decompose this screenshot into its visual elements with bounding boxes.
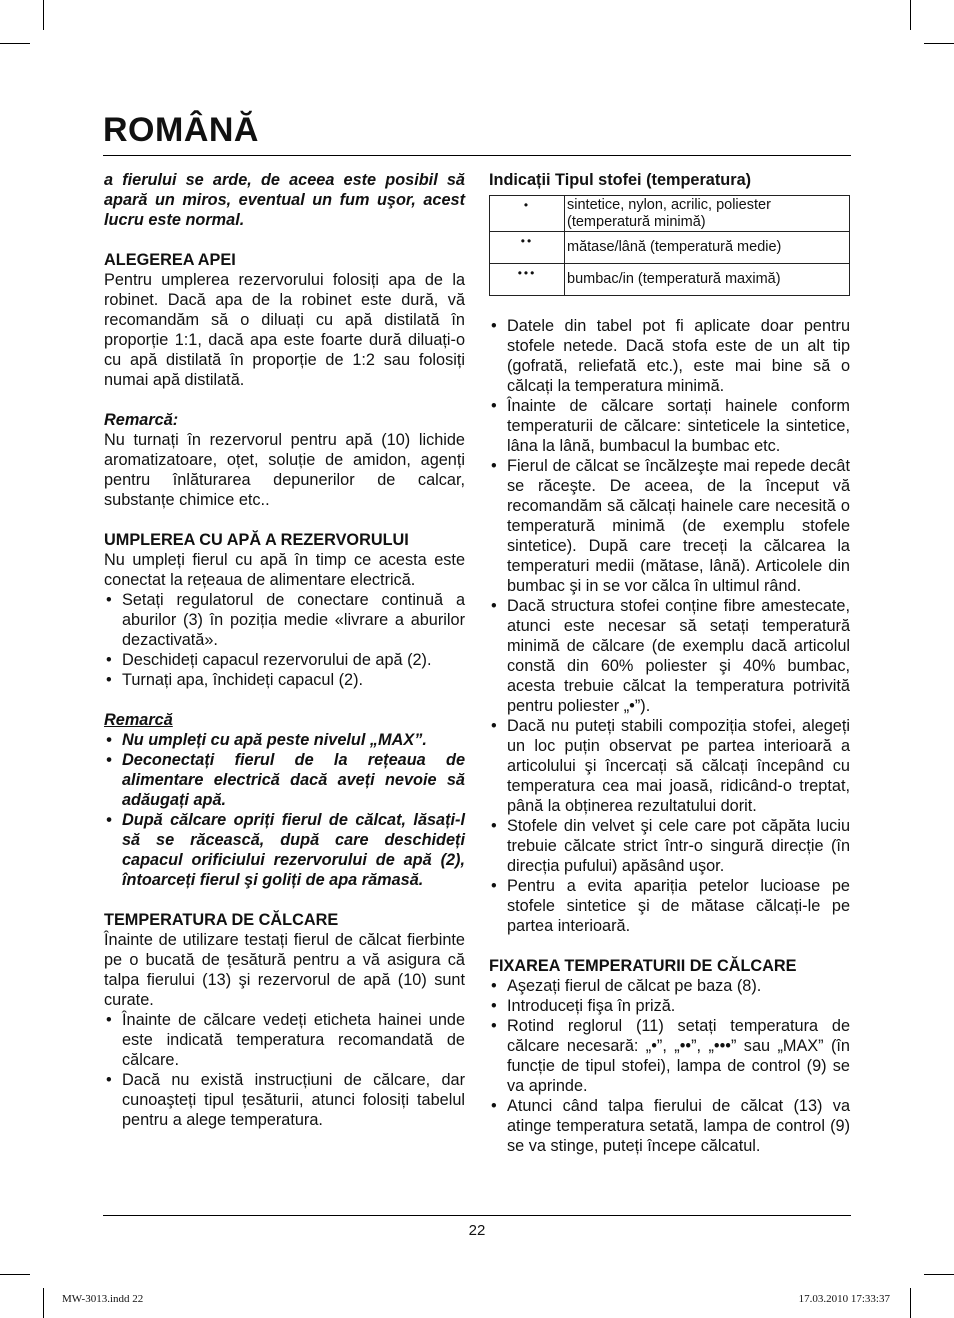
- notes-list: [489, 316, 850, 936]
- remark-list: [104, 730, 465, 890]
- list-item: • Stofele din velvet şi cele care pot căpăta luciu trebuie călcate strict într-o singură direcție (în direcția pufului) apăsând uşor.: [489, 816, 850, 876]
- table-row: [490, 232, 850, 264]
- water-choice-text: Pentru umplerea rezervorului folosiți apa de la robinet. Dacă apa de la robinet este dură, vă recomandăm să o diluați cu apă distilată în proporție 1:1, dacă apa este foarte dură diluați-o cu apă distilată în proporție de 1:2 sau folosiți numai apă distilată.: [104, 271, 465, 389]
- list-item: • Dacă nu există instrucțiuni de călcare, dar cunoaşteți tipul țesăturii, atunci folosiți tabelul pentru a alege temperatura.: [104, 1070, 465, 1130]
- list-item: • Setați regulatorul de conectare continuă a aburilor (3) în poziția medie «livrare a aburilor dezactivată».: [104, 590, 465, 650]
- list-item: • Deconectați fierul de la rețeaua de alimentare electrică dacă aveți nevoie să adăugați apă.: [104, 750, 465, 810]
- file-label: MW-3013.indd 22: [62, 1293, 144, 1305]
- list-item: • Rotind reglorul (11) setați temperatura de călcare necesară: „•”, „••”, „•••” sau „MAX” (în funcție de tipul stofei), lampa de control (9) se va aprinde.: [489, 1016, 850, 1096]
- list-item: • Turnați apa, închideți capacul (2).: [104, 670, 465, 690]
- temperature-text: Înainte de utilizare testați fierul de călcat fierbinte pe o bucată de țesătură pentru a vă asigura că talpa fierului (13) şi rezervorul de apă (10) sunt curate.: [104, 931, 465, 1009]
- setting-heading: FIXAREA TEMPERATURII DE CĂLCARE: [489, 957, 797, 975]
- fabric-description: sintetice, nylon, acrilic, poliester (temperatură minimă): [565, 196, 850, 232]
- crop-mark: [43, 1288, 44, 1318]
- temperature-mark: •••: [490, 264, 565, 296]
- fabric-temperature-table: [489, 195, 850, 296]
- page-number: 22: [468, 1222, 486, 1239]
- intro-text: a fierului se arde, de aceea este posibil să apară un miros, eventual un fum uşor, acest lucru este normal.: [104, 171, 465, 229]
- crop-mark: [0, 1274, 30, 1275]
- list-item: • Aşezați fierul de călcat pe baza (8).: [489, 976, 850, 996]
- print-timestamp: 17.03.2010 17:33:37: [798, 1293, 890, 1305]
- table-row: [490, 264, 850, 296]
- list-item: • Deschideți capacul rezervorului de apă (2).: [104, 650, 465, 670]
- crop-mark: [924, 1274, 954, 1275]
- remark-text: Nu turnați în rezervorul pentru apă (10) lichide aromatizatoare, oțet, soluție de amidon, agenți pentru înlăturarea depunerilor de calcar, substanțe chimice etc..: [104, 431, 465, 509]
- fabric-description: mătase/lână (temperatură medie): [565, 232, 850, 264]
- filling-list: [104, 590, 465, 690]
- list-item: • Înainte de călcare sortați hainele conform temperaturii de călcare: sinteticele la sintetice, lâna la lână, bumbacul la bumbac etc.: [489, 396, 850, 456]
- list-item: • Fierul de călcat se încălzeşte mai repede decât se răceşte. De aceea, de la început vă recomandăm să călcați hainele care necesită o temperatură minimă (de exemplu stofele sintetice). După care treceți la călcarea la temperaturi medii (mătase, lână). Articolele din bumbac şi in se vor călca în ultimul rând.: [489, 456, 850, 596]
- list-item: • După călcare opriți fierul de călcat, lăsați-l să se răcească, după care deschideți capacul orificiului rezervorului de apă (2), întoarceți fierul şi goliți de apa rămasă.: [104, 810, 465, 890]
- remark-label: Remarcă:: [104, 411, 179, 429]
- temperature-heading: TEMPERATURA DE CĂLCARE: [104, 911, 339, 929]
- crop-mark: [0, 43, 30, 44]
- water-choice-heading: ALEGEREA APEI: [104, 251, 236, 269]
- crop-mark: [924, 43, 954, 44]
- list-item: • Dacă structura stofei conține fibre amestecate, atunci este necesar să setați temperatură minimă de călcare (de exemplu dacă articolul constă din 60% poliester şi 40% bumbac, acesta trebuie călcat la temperatura potrivită pentru poliester „•”).: [489, 596, 850, 716]
- list-item: • Pentru a evita apariția petelor lucioase pe stofele sintetice şi de mătase călcați-le pe partea interioară.: [489, 876, 850, 936]
- header-rule: [103, 155, 851, 156]
- table-row: [490, 196, 850, 232]
- table-heading: Indicații Tipul stofei (temperatura): [489, 171, 752, 189]
- setting-list: [489, 976, 850, 1156]
- fabric-description: bumbac/in (temperatură maximă): [565, 264, 850, 296]
- right-column: [489, 170, 850, 1156]
- crop-mark: [910, 0, 911, 30]
- remark-label-2: Remarcă: [104, 711, 173, 729]
- list-item: • Datele din tabel pot fi aplicate doar pentru stofele netede. Dacă stofa este de un alt tip (gofrată, reliefată etc.), este mai bine să o călcați la temperatura minimă.: [489, 316, 850, 396]
- temperature-mark: •: [490, 196, 565, 232]
- temperature-list: [104, 1010, 465, 1130]
- page-title: ROMÂNĂ: [103, 111, 259, 149]
- list-item: • Nu umpleți cu apă peste nivelul „MAX”.: [104, 730, 465, 750]
- crop-mark: [43, 0, 44, 30]
- temperature-mark: ••: [490, 232, 565, 264]
- list-item: • Dacă nu puteți stabili compoziția stofei, alegeți un loc puțin observat pe partea interioară a articolului şi încercați să călcați începând cu temperatura cea mai joasă, ridicând-o treptat, până la obținerea rezultatului dorit.: [489, 716, 850, 816]
- list-item: • Atunci când talpa fierului de călcat (13) va atinge temperatura setată, lampa de control (9) se va stinge, puteți începe călcatul.: [489, 1096, 850, 1156]
- list-item: • Introduceți fişa în priză.: [489, 996, 850, 1016]
- list-item: • Înainte de călcare vedeți eticheta hainei unde este indicată temperatura recomandată de călcare.: [104, 1010, 465, 1070]
- left-column: [104, 170, 465, 1130]
- footer-rule: [103, 1215, 851, 1216]
- crop-mark: [910, 1288, 911, 1318]
- filling-text: Nu umpleți fierul cu apă în timp ce acesta este conectat la rețeaua de alimentare electrică.: [104, 551, 465, 589]
- filling-heading: UMPLEREA CU APĂ A REZERVORULUI: [104, 531, 409, 549]
